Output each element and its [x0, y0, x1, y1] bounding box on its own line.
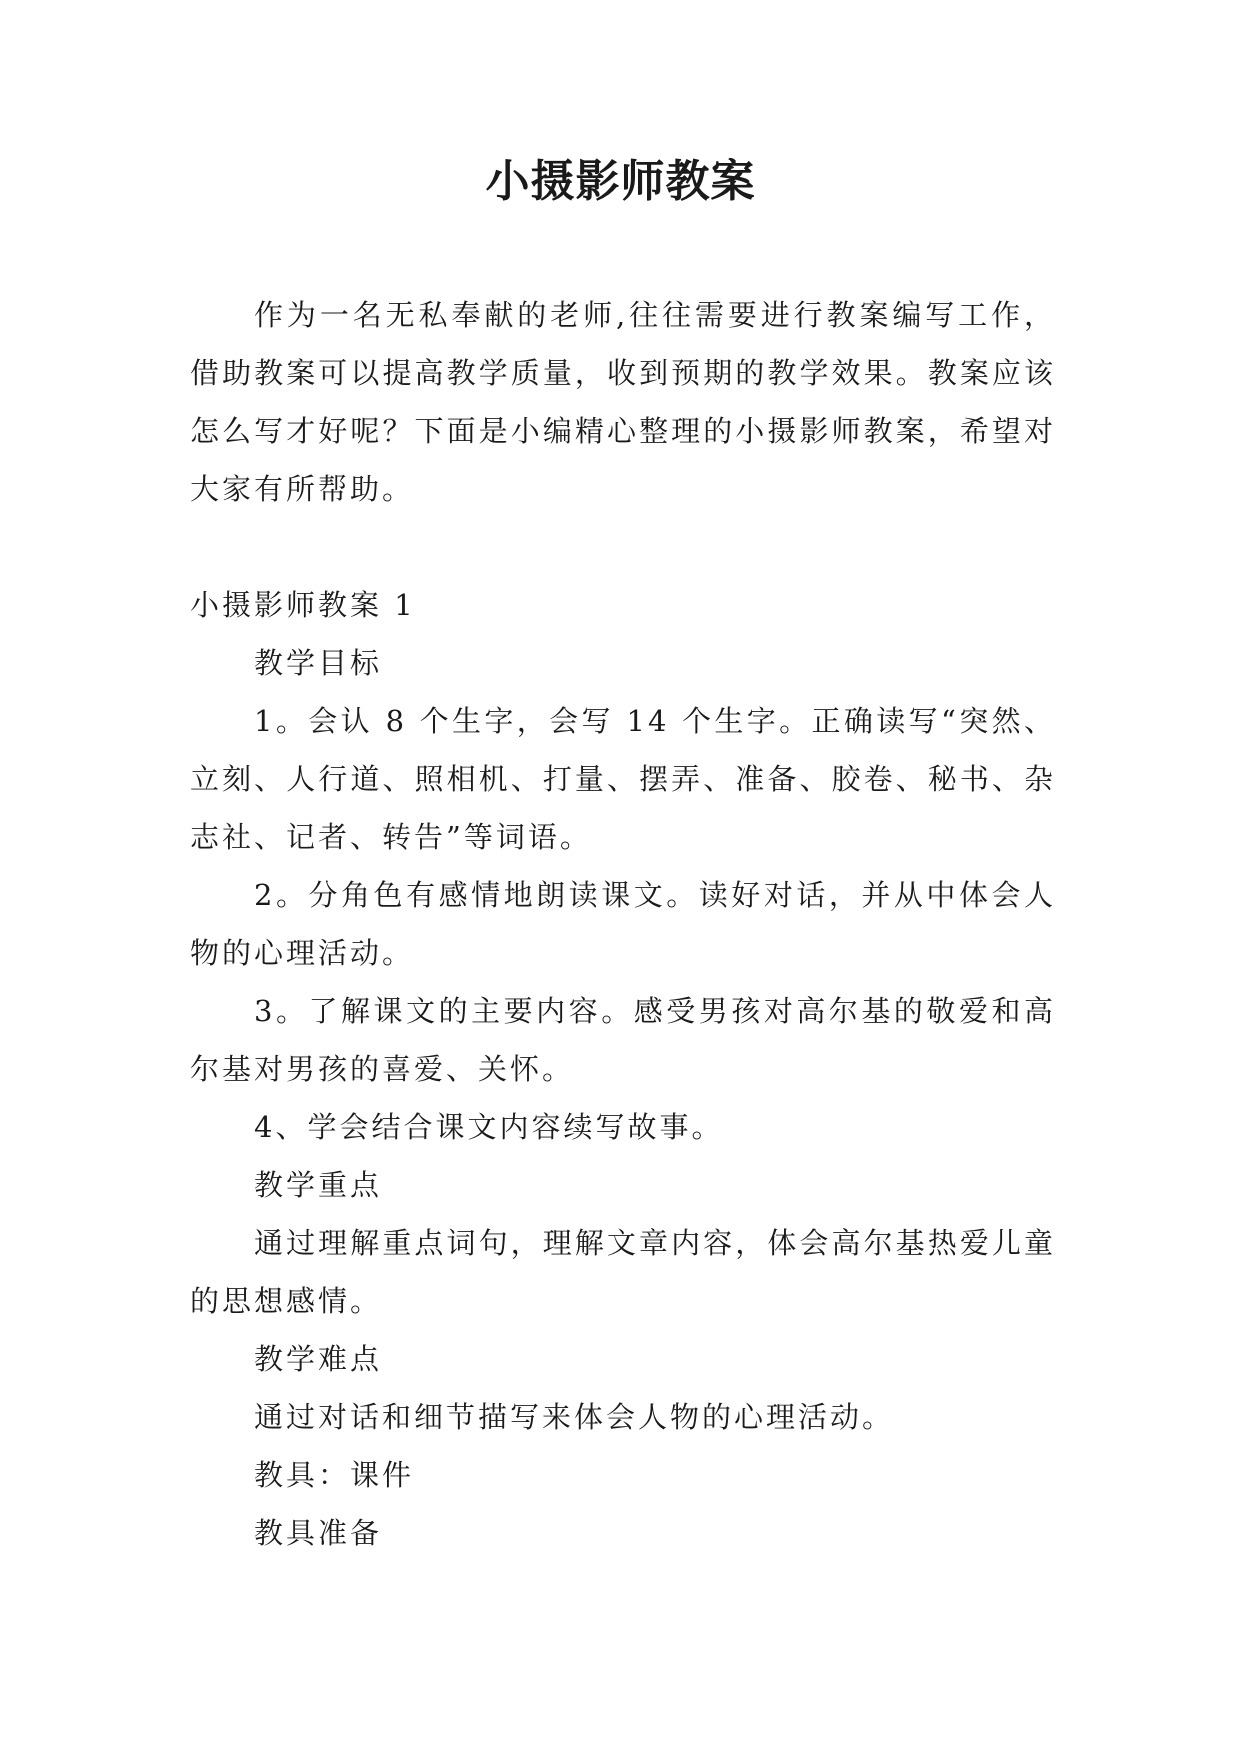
- goal-item-2: 2。分角色有感情地朗读课文。读好对话，并从中体会人物的心理活动。: [190, 878, 1056, 970]
- intro-paragraph: 作为一名无私奉献的老师,往往需要进行教案编写工作，借助教案可以提高教学质量，收到预期的教学效果。教案应该怎么写才好呢？下面是小编精心整理的小摄影师教案，希望对大家有所帮助。: [190, 298, 1056, 506]
- lesson-plan-section: [190, 576, 1056, 1562]
- document-title: 小摄影师教案: [485, 156, 756, 207]
- goal-item-1: 1。会认 8 个生字，会写 14 个生字。正确读写“突然、立刻、人行道、照相机、打量、摆弄、准备、胶卷、秘书、杂志社、记者、转告”等词语。: [190, 704, 1056, 854]
- goal-item-3: 3。了解课文的主要内容。感受男孩对高尔基的敬爱和高尔基对男孩的喜爱、关怀。: [190, 994, 1056, 1086]
- teaching-aids: 教具：课件: [254, 1458, 415, 1492]
- heading-aids-preparation: 教具准备: [254, 1516, 383, 1550]
- section-heading: 小摄影师教案 1: [190, 588, 416, 622]
- heading-teaching-goals: 教学目标: [254, 646, 383, 680]
- difficulties-text: 通过对话和细节描写来体会人物的心理活动。: [254, 1400, 895, 1434]
- goal-item-4: 4、学会结合课文内容续写故事。: [254, 1110, 724, 1144]
- heading-difficulties: 教学难点: [254, 1342, 383, 1376]
- heading-key-points: 教学重点: [254, 1168, 383, 1202]
- key-points-text: 通过理解重点词句，理解文章内容，体会高尔基热爱儿童的思想感情。: [190, 1226, 1056, 1318]
